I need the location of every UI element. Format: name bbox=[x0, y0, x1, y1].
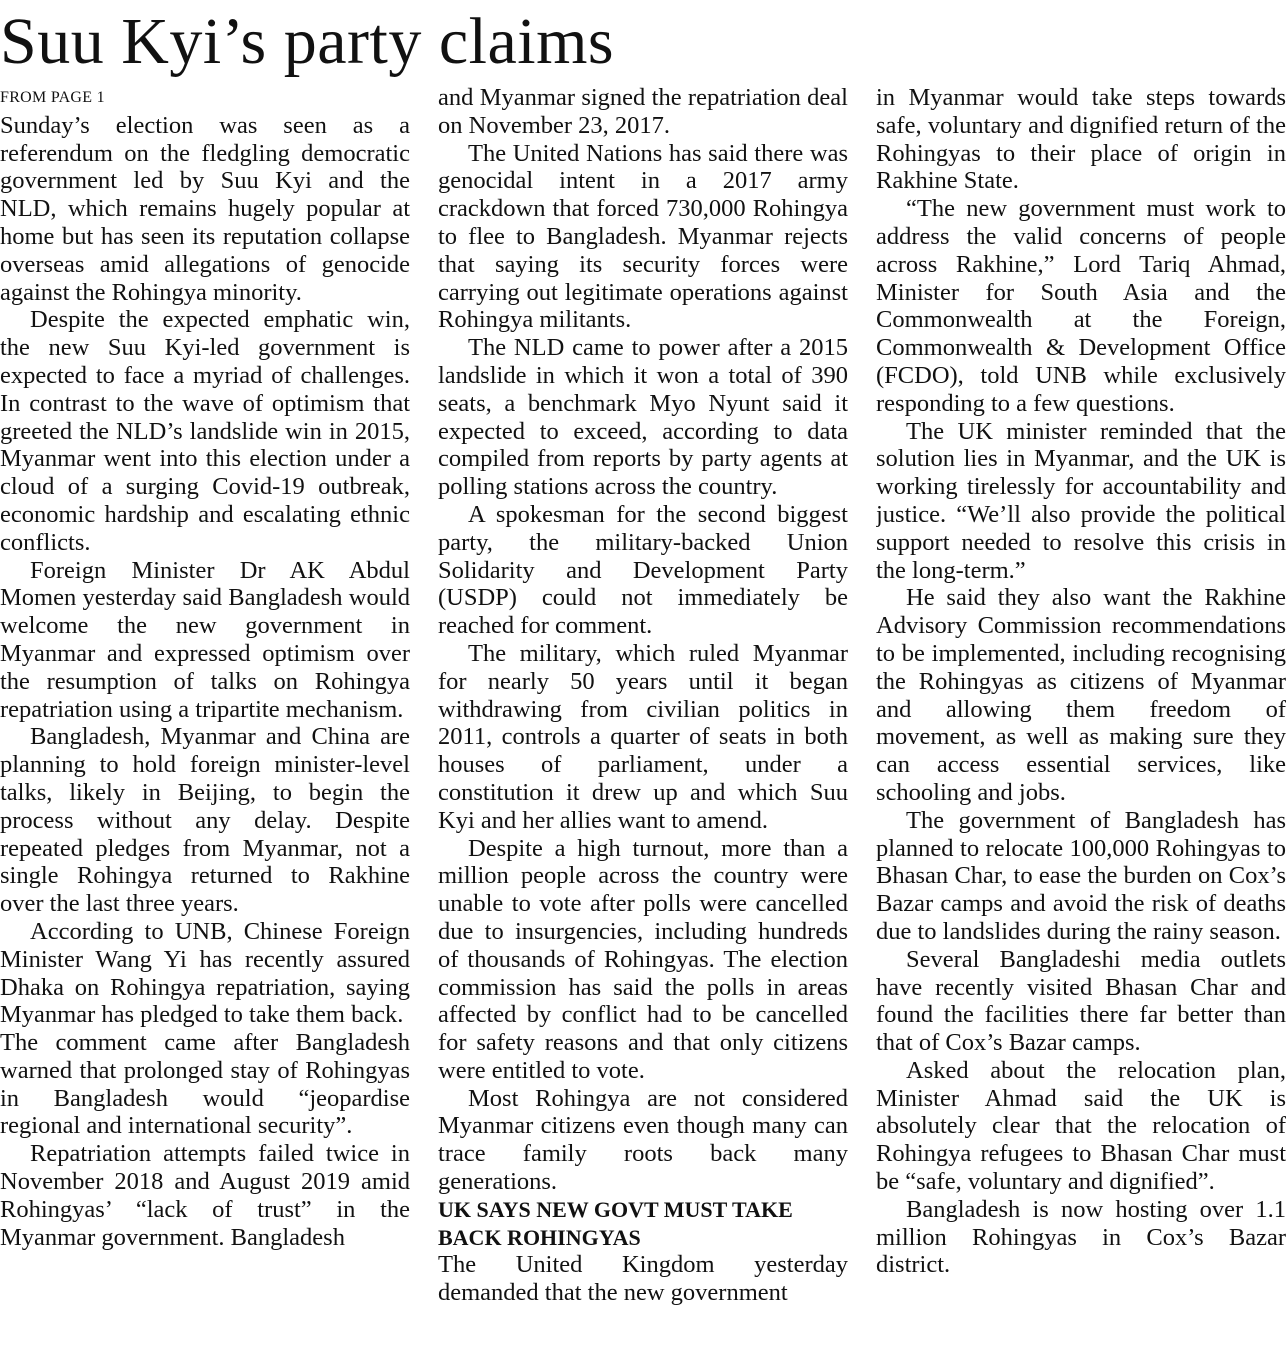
paragraph: He said they also want the Rakhine Advisory Commission recommendations to be implemented, including recognising the Rohingyas as citizens of Myanmar and allowing them freedom of movement, as well as making sure they can access essential services, like schooling and jobs. bbox=[876, 584, 1286, 806]
paragraph: The government of Bangladesh has planned to relocate 100,000 Rohingyas to Bhasan Char, to ease the burden on Cox’s Bazar camps and avoid the risk of deaths due to landslides during the rainy season. bbox=[876, 806, 1286, 945]
continuation-kicker: FROM PAGE 1 bbox=[0, 89, 105, 106]
headline: Suu Kyi’s party claims bbox=[0, 5, 615, 78]
paragraph: The NLD came to power after a 2015 landslide in which it won a total of 390 seats, a benchmark Myo Nyunt said it expected to exceed, according to data compiled from reports by party agents at polling stations across the country. bbox=[438, 334, 848, 501]
article-column-3 bbox=[876, 84, 1286, 1360]
paragraph: The United Kingdom yesterday demanded that the new government bbox=[438, 1251, 848, 1307]
paragraph: Most Rohingya are not considered Myanmar citizens even though many can trace family roots back many generations. bbox=[438, 1084, 848, 1196]
paragraph: Repatriation attempts failed twice in November 2018 and August 2019 amid Rohingyas’ “lack of trust” in the Myanmar government. Bangladesh bbox=[0, 1140, 410, 1251]
paragraph: Sunday’s election was seen as a referendum on the fledgling democratic government led by Suu Kyi and the NLD, which remains hugely popular at home but has seen its reputation collapse overseas amid allegations of genocide against the Rohingya minority. bbox=[0, 111, 410, 306]
paragraph: in Myanmar would take steps towards safe, voluntary and dignified return of the Rohingyas to their place of origin in Rakhine State. bbox=[876, 84, 1286, 195]
paragraph: The United Nations has said there was genocidal intent in a 2017 army crackdown that forced 730,000 Rohingya to flee to Bangladesh. Myanmar rejects that saying its security forces were carrying out legitimate operations against Rohingya militants. bbox=[438, 139, 848, 334]
section-subhead: UK SAYS NEW GOVT MUST TAKE BACK ROHINGYAS bbox=[438, 1196, 793, 1250]
paragraph: Bangladesh is now hosting over 1.1 million Rohingyas in Cox’s Bazar district. bbox=[876, 1195, 1286, 1279]
paragraph: Bangladesh, Myanmar and China are planning to hold foreign minister-level talks, likely in Beijing, to begin the process without any delay. Despite repeated pledges from Myanmar, not a single Rohingya returned to Rakhine over the last three years. bbox=[0, 723, 410, 918]
paragraph: Foreign Minister Dr AK Abdul Momen yesterday said Bangladesh would welcome the new government in Myanmar and expressed optimism over the resumption of talks on Rohingya repatriation using a tripartite mechanism. bbox=[0, 556, 410, 723]
paragraph: Several Bangladeshi media outlets have recently visited Bhasan Char and found the facilities there far better than that of Cox’s Bazar camps. bbox=[876, 945, 1286, 1057]
paragraph: The military, which ruled Myanmar for nearly 50 years until it began withdrawing from civilian politics in 2011, controls a quarter of seats in both houses of parliament, under a constitution it drew up and which Suu Kyi and her allies want to amend. bbox=[438, 639, 848, 834]
paragraph: The comment came after Bangladesh warned that prolonged stay of Rohingyas in Bangladesh would “jeopardise regional and international security”. bbox=[0, 1029, 410, 1140]
paragraph: According to UNB, Chinese Foreign Minister Wang Yi has recently assured Dhaka on Rohingya repatriation, saying Myanmar has pledged to take them back. bbox=[0, 917, 410, 1029]
paragraph: A spokesman for the second biggest party, the military-backed Union Solidarity and Development Party (USDP) could not immediately be reached for comment. bbox=[438, 500, 848, 640]
paragraph: The UK minister reminded that the solution lies in Myanmar, and the UK is working tirelessly for accountability and justice. “We’ll also provide the political support needed to resolve this crisis in the long-term.” bbox=[876, 417, 1286, 584]
paragraph: Despite a high turnout, more than a million people across the country were unable to vote after polls were cancelled due to insurgencies, including hundreds of thousands of Rohingyas. The election commission has said the polls in areas affected by conflict had to be cancelled for safety reasons and that only citizens were entitled to vote. bbox=[438, 834, 848, 1084]
article-column-2 bbox=[438, 84, 848, 1360]
paragraph: Despite the expected emphatic win, the new Suu Kyi-led government is expected to face a myriad of challenges. In contrast to the wave of optimism that greeted the NLD’s landslide win in 2015, Myanmar went into this election under a cloud of a surging Covid-19 outbreak, economic hardship and escalating ethnic conflicts. bbox=[0, 306, 410, 556]
paragraph: and Myanmar signed the repatriation deal on November 23, 2017. bbox=[438, 84, 848, 139]
paragraph: Asked about the relocation plan, Minister Ahmad said the UK is absolutely clear that the relocation of Rohingya refugees to Bhasan Char must be “safe, voluntary and dignified”. bbox=[876, 1056, 1286, 1196]
paragraph: “The new government must work to address the valid concerns of people across Rakhine,” Lord Tariq Ahmad, Minister for South Asia and the Commonwealth at the Foreign, Commonwealth & Development Office (FCDO), told UNB while exclusively responding to a few questions. bbox=[876, 195, 1286, 417]
article-column-1 bbox=[0, 84, 410, 1360]
